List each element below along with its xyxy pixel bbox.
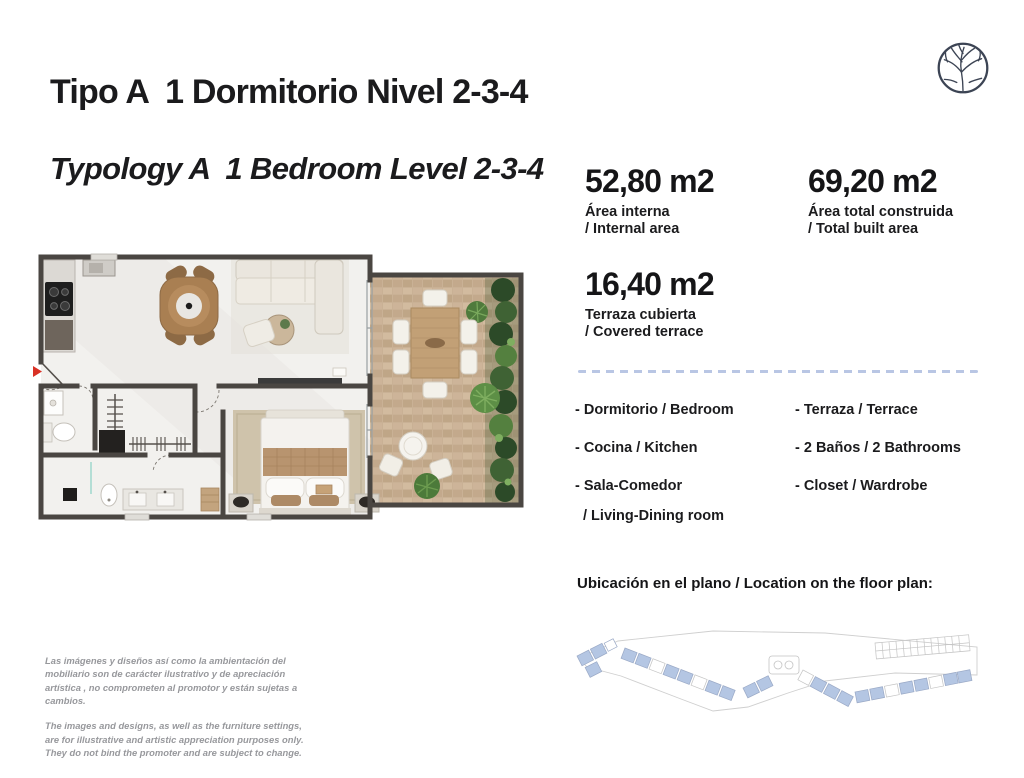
feature-bedroom: - Dormitorio / Bedroom [575, 402, 734, 418]
disclaimer-english: The images and designs, as well as the furniture settings, are for illustrative and artistic appreciation purposes only. They do not bind the promoter and are subject to change. [45, 720, 304, 759]
map-units-chain-a [621, 648, 735, 701]
location-heading: Ubicación en el plano / Location on the floor plan: [577, 575, 933, 592]
feature-closet: - Closet / Wardrobe [795, 477, 928, 494]
map-units-left-cluster [577, 638, 624, 678]
feature-list-left [575, 403, 790, 547]
internal-area-label [585, 204, 714, 238]
internal-area-label-en: / Internal area [585, 221, 680, 238]
feature-terrace: - Terraza / Terrace [795, 402, 918, 418]
page-title-block [50, 34, 544, 225]
entry-marker-arrow [33, 366, 42, 377]
page-title-spanish: Tipo A 1 Dormitorio Nivel 2-3-4 [50, 73, 528, 111]
total-area-label [808, 204, 953, 238]
terrace-area-label [585, 307, 714, 341]
total-area-label-en: / Total built area [808, 221, 919, 238]
map-central-feature [769, 656, 799, 674]
floor-plan-image [33, 250, 561, 540]
feature-living-dining-en: / Living-Dining room [583, 507, 724, 524]
disclaimer-block [45, 654, 307, 759]
stat-internal-area [585, 163, 714, 238]
feature-kitchen: - Cocina / Kitchen [575, 439, 698, 456]
feature-living-dining-es: - Sala-Comedor [575, 477, 683, 494]
feature-list-right [795, 403, 995, 517]
terrace-area-label-es: Terraza cubierta [585, 307, 696, 323]
stat-total-built-area [808, 163, 953, 238]
dashed-divider [578, 370, 978, 373]
disclaimer-spanish: Las imágenes y diseños así como la ambientación del mobiliario son de carácter ilustrativo y de apreciación artística , no comprometen al promotor y están sujetas a cambios. [45, 655, 298, 707]
internal-area-label-es: Área interna [585, 204, 670, 220]
console-tray [333, 368, 346, 376]
total-area-label-es: Área total construida [808, 204, 954, 220]
map-units-chain-c [798, 670, 853, 706]
map-units-chain-d [855, 670, 972, 703]
living-room-sofa [231, 258, 349, 354]
site-plan-minimap [563, 614, 997, 726]
tv-console [258, 378, 342, 384]
terrace-area-label-en: / Covered terrace [585, 324, 704, 341]
tree-in-circle-logo-icon [932, 37, 994, 99]
map-grid-building [875, 635, 970, 659]
map-units-rise [743, 676, 773, 698]
stat-covered-terrace [585, 266, 714, 341]
terrace-area-value: 16,40 m2 [585, 266, 714, 302]
feature-bathrooms: - 2 Baños / 2 Bathrooms [795, 439, 961, 456]
total-area-value: 69,20 m2 [808, 163, 937, 199]
internal-area-value: 52,80 m2 [585, 163, 714, 199]
page-title-english: Typology A 1 Bedroom Level 2-3-4 [50, 151, 544, 187]
bedroom [229, 410, 379, 515]
